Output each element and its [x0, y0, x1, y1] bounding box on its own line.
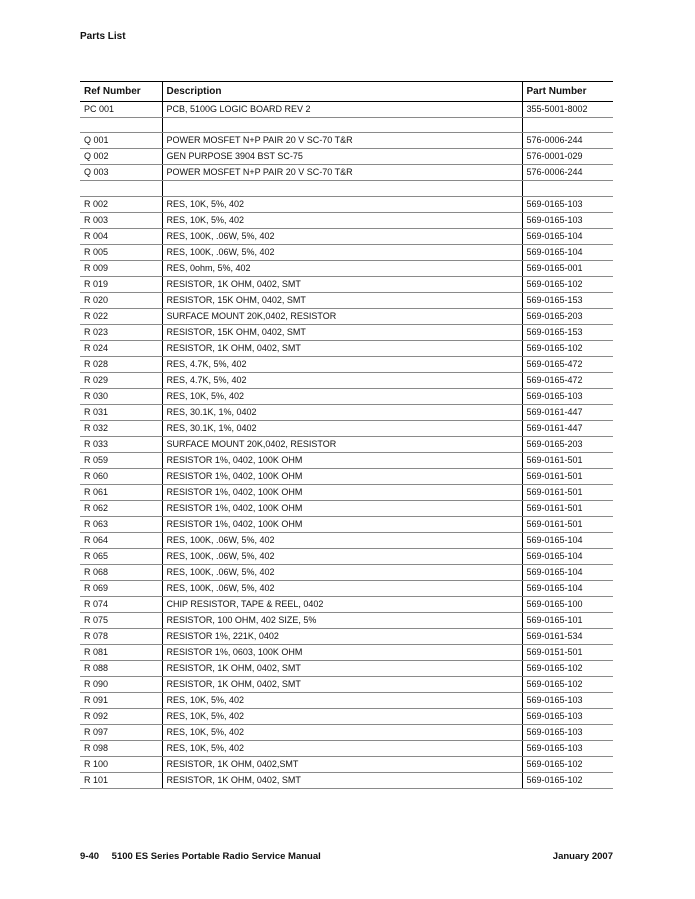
part-number-cell: 569-0165-103 — [522, 388, 613, 404]
part-number-cell: 569-0161-501 — [522, 500, 613, 516]
part-number-cell: 569-0161-534 — [522, 628, 613, 644]
ref-number-cell: Q 002 — [80, 149, 162, 165]
ref-number-cell: R 081 — [80, 644, 162, 660]
ref-number-cell: R 033 — [80, 436, 162, 452]
description-cell: RES, 4.7K, 5%, 402 — [162, 372, 522, 388]
ref-number-cell: R 064 — [80, 532, 162, 548]
ref-number-cell: R 078 — [80, 628, 162, 644]
table-row — [80, 548, 613, 564]
part-number-cell: 569-0165-103 — [522, 212, 613, 228]
table-row — [80, 484, 613, 500]
part-number-cell: 569-0165-153 — [522, 292, 613, 308]
table-row — [80, 644, 613, 660]
ref-number-cell: R 030 — [80, 388, 162, 404]
description-cell — [162, 118, 522, 133]
part-number-cell: 569-0161-501 — [522, 452, 613, 468]
description-cell: POWER MOSFET N+P PAIR 20 V SC-70 T&R — [162, 165, 522, 181]
ref-number-cell: R 074 — [80, 596, 162, 612]
table-row — [80, 500, 613, 516]
description-cell: RESISTOR, 1K OHM, 0402, SMT — [162, 772, 522, 788]
part-number-cell: 569-0161-501 — [522, 484, 613, 500]
table-row — [80, 165, 613, 181]
table-row — [80, 292, 613, 308]
description-cell: RESISTOR, 1K OHM, 0402, SMT — [162, 276, 522, 292]
part-number-cell: 569-0165-102 — [522, 772, 613, 788]
table-row — [80, 133, 613, 149]
part-number-cell — [522, 118, 613, 133]
part-number-cell: 576-0006-244 — [522, 165, 613, 181]
ref-number-cell: R 024 — [80, 340, 162, 356]
description-cell — [162, 181, 522, 196]
table-row — [80, 196, 613, 212]
description-cell: RES, 10K, 5%, 402 — [162, 212, 522, 228]
description-cell: RES, 10K, 5%, 402 — [162, 388, 522, 404]
ref-number-cell: R 101 — [80, 772, 162, 788]
description-cell: RESISTOR, 15K OHM, 0402, SMT — [162, 292, 522, 308]
description-cell: CHIP RESISTOR, TAPE & REEL, 0402 — [162, 596, 522, 612]
ref-number-cell: R 065 — [80, 548, 162, 564]
ref-number-cell: R 068 — [80, 564, 162, 580]
ref-number-cell: R 005 — [80, 244, 162, 260]
part-number-cell: 569-0165-102 — [522, 756, 613, 772]
ref-number-cell — [80, 118, 162, 133]
ref-number-cell: R 063 — [80, 516, 162, 532]
ref-number-cell: Q 001 — [80, 133, 162, 149]
part-number-cell: 569-0165-103 — [522, 740, 613, 756]
ref-number-cell: R 020 — [80, 292, 162, 308]
table-row — [80, 740, 613, 756]
ref-number-cell: R 069 — [80, 580, 162, 596]
table-row — [80, 596, 613, 612]
ref-number-cell: R 098 — [80, 740, 162, 756]
description-cell: RESISTOR, 1K OHM, 0402, SMT — [162, 340, 522, 356]
description-cell: RES, 10K, 5%, 402 — [162, 196, 522, 212]
ref-number-cell: R 090 — [80, 676, 162, 692]
part-number-cell: 576-0006-244 — [522, 133, 613, 149]
part-number-cell: 569-0165-102 — [522, 340, 613, 356]
table-row — [80, 564, 613, 580]
manual-title: 5100 ES Series Portable Radio Service Manual — [111, 851, 321, 862]
parts-table — [80, 81, 613, 789]
table-row — [80, 118, 613, 133]
part-number-cell: 569-0165-472 — [522, 356, 613, 372]
part-number-cell: 576-0001-029 — [522, 149, 613, 165]
part-number-cell: 569-0165-001 — [522, 260, 613, 276]
parts-table-body — [80, 102, 613, 789]
description-cell: SURFACE MOUNT 20K,0402, RESISTOR — [162, 308, 522, 324]
description-cell: RES, 10K, 5%, 402 — [162, 740, 522, 756]
table-header-row — [80, 82, 613, 102]
part-number-cell: 569-0165-102 — [522, 676, 613, 692]
ref-number-cell: R 009 — [80, 260, 162, 276]
part-number-cell: 569-0161-501 — [522, 468, 613, 484]
table-row — [80, 149, 613, 165]
ref-number-cell: R 003 — [80, 212, 162, 228]
column-header-part-number: Part Number — [522, 82, 613, 102]
table-row — [80, 628, 613, 644]
description-cell: RESISTOR, 1K OHM, 0402, SMT — [162, 676, 522, 692]
table-row — [80, 340, 613, 356]
part-number-cell: 569-0165-472 — [522, 372, 613, 388]
ref-number-cell: Q 003 — [80, 165, 162, 181]
table-row — [80, 388, 613, 404]
part-number-cell: 569-0165-203 — [522, 308, 613, 324]
part-number-cell: 569-0165-203 — [522, 436, 613, 452]
table-row — [80, 660, 613, 676]
table-row — [80, 308, 613, 324]
part-number-cell: 569-0151-501 — [522, 644, 613, 660]
page-footer — [80, 851, 613, 862]
part-number-cell: 569-0165-100 — [522, 596, 613, 612]
table-row — [80, 228, 613, 244]
table-row — [80, 612, 613, 628]
table-row — [80, 516, 613, 532]
part-number-cell: 569-0161-447 — [522, 420, 613, 436]
description-cell: RESISTOR 1%, 0402, 100K OHM — [162, 484, 522, 500]
description-cell: RESISTOR, 100 OHM, 402 SIZE, 5% — [162, 612, 522, 628]
part-number-cell: 569-0165-104 — [522, 228, 613, 244]
description-cell: RES, 100K, .06W, 5%, 402 — [162, 580, 522, 596]
table-row — [80, 102, 613, 118]
ref-number-cell: PC 001 — [80, 102, 162, 118]
ref-number-cell: R 022 — [80, 308, 162, 324]
part-number-cell: 569-0165-104 — [522, 548, 613, 564]
description-cell: RESISTOR 1%, 0402, 100K OHM — [162, 468, 522, 484]
table-row — [80, 756, 613, 772]
table-row — [80, 420, 613, 436]
table-row — [80, 580, 613, 596]
ref-number-cell: R 100 — [80, 756, 162, 772]
table-row — [80, 276, 613, 292]
page-number: 9-40 — [80, 851, 100, 862]
table-row — [80, 260, 613, 276]
table-row — [80, 772, 613, 788]
table-row — [80, 436, 613, 452]
table-row — [80, 324, 613, 340]
part-number-cell: 569-0165-101 — [522, 612, 613, 628]
description-cell: RES, 4.7K, 5%, 402 — [162, 356, 522, 372]
table-row — [80, 372, 613, 388]
table-row — [80, 452, 613, 468]
description-cell: RESISTOR 1%, 0603, 100K OHM — [162, 644, 522, 660]
part-number-cell: 569-0165-153 — [522, 324, 613, 340]
ref-number-cell: R 088 — [80, 660, 162, 676]
description-cell: RES, 10K, 5%, 402 — [162, 708, 522, 724]
part-number-cell: 569-0161-447 — [522, 404, 613, 420]
table-row — [80, 532, 613, 548]
ref-number-cell: R 097 — [80, 724, 162, 740]
table-row — [80, 708, 613, 724]
table-row — [80, 468, 613, 484]
table-row — [80, 244, 613, 260]
ref-number-cell: R 019 — [80, 276, 162, 292]
ref-number-cell: R 075 — [80, 612, 162, 628]
description-cell: RESISTOR 1%, 0402, 100K OHM — [162, 452, 522, 468]
publication-date: January 2007 — [552, 851, 613, 862]
column-header-ref-number: Ref Number — [80, 82, 162, 102]
table-row — [80, 212, 613, 228]
table-row — [80, 404, 613, 420]
description-cell: RES, 100K, .06W, 5%, 402 — [162, 564, 522, 580]
ref-number-cell: R 029 — [80, 372, 162, 388]
ref-number-cell: R 023 — [80, 324, 162, 340]
description-cell: SURFACE MOUNT 20K,0402, RESISTOR — [162, 436, 522, 452]
description-cell: RES, 100K, .06W, 5%, 402 — [162, 244, 522, 260]
part-number-cell: 569-0165-104 — [522, 532, 613, 548]
part-number-cell: 569-0165-104 — [522, 580, 613, 596]
description-cell: RES, 30.1K, 1%, 0402 — [162, 420, 522, 436]
description-cell: PCB, 5100G LOGIC BOARD REV 2 — [162, 102, 522, 118]
ref-number-cell: R 028 — [80, 356, 162, 372]
table-row — [80, 724, 613, 740]
part-number-cell: 569-0165-104 — [522, 244, 613, 260]
description-cell: RESISTOR 1%, 0402, 100K OHM — [162, 500, 522, 516]
description-cell: GEN PURPOSE 3904 BST SC-75 — [162, 149, 522, 165]
description-cell: RES, 10K, 5%, 402 — [162, 692, 522, 708]
description-cell: RESISTOR, 1K OHM, 0402, SMT — [162, 660, 522, 676]
description-cell: RESISTOR 1%, 221K, 0402 — [162, 628, 522, 644]
ref-number-cell: R 004 — [80, 228, 162, 244]
description-cell: RESISTOR, 1K OHM, 0402,SMT — [162, 756, 522, 772]
part-number-cell: 569-0161-501 — [522, 516, 613, 532]
part-number-cell: 569-0165-103 — [522, 692, 613, 708]
column-header-description: Description — [162, 82, 522, 102]
table-row — [80, 356, 613, 372]
part-number-cell: 569-0165-103 — [522, 708, 613, 724]
ref-number-cell — [80, 181, 162, 196]
ref-number-cell: R 002 — [80, 196, 162, 212]
part-number-cell: 569-0165-103 — [522, 196, 613, 212]
table-row — [80, 181, 613, 196]
description-cell: RES, 100K, .06W, 5%, 402 — [162, 228, 522, 244]
table-row — [80, 676, 613, 692]
description-cell: RESISTOR, 15K OHM, 0402, SMT — [162, 324, 522, 340]
ref-number-cell: R 060 — [80, 468, 162, 484]
description-cell: RESISTOR 1%, 0402, 100K OHM — [162, 516, 522, 532]
ref-number-cell: R 091 — [80, 692, 162, 708]
part-number-cell: 569-0165-102 — [522, 660, 613, 676]
ref-number-cell: R 061 — [80, 484, 162, 500]
ref-number-cell: R 092 — [80, 708, 162, 724]
part-number-cell — [522, 181, 613, 196]
section-title: Parts List — [80, 31, 126, 42]
part-number-cell: 569-0165-102 — [522, 276, 613, 292]
description-cell: RES, 30.1K, 1%, 0402 — [162, 404, 522, 420]
description-cell: RES, 10K, 5%, 402 — [162, 724, 522, 740]
table-row — [80, 692, 613, 708]
description-cell: RES, 0ohm, 5%, 402 — [162, 260, 522, 276]
description-cell: RES, 100K, .06W, 5%, 402 — [162, 548, 522, 564]
part-number-cell: 355-5001-8002 — [522, 102, 613, 118]
description-cell: RES, 100K, .06W, 5%, 402 — [162, 532, 522, 548]
part-number-cell: 569-0165-103 — [522, 724, 613, 740]
ref-number-cell: R 032 — [80, 420, 162, 436]
part-number-cell: 569-0165-104 — [522, 564, 613, 580]
ref-number-cell: R 031 — [80, 404, 162, 420]
description-cell: POWER MOSFET N+P PAIR 20 V SC-70 T&R — [162, 133, 522, 149]
ref-number-cell: R 062 — [80, 500, 162, 516]
ref-number-cell: R 059 — [80, 452, 162, 468]
